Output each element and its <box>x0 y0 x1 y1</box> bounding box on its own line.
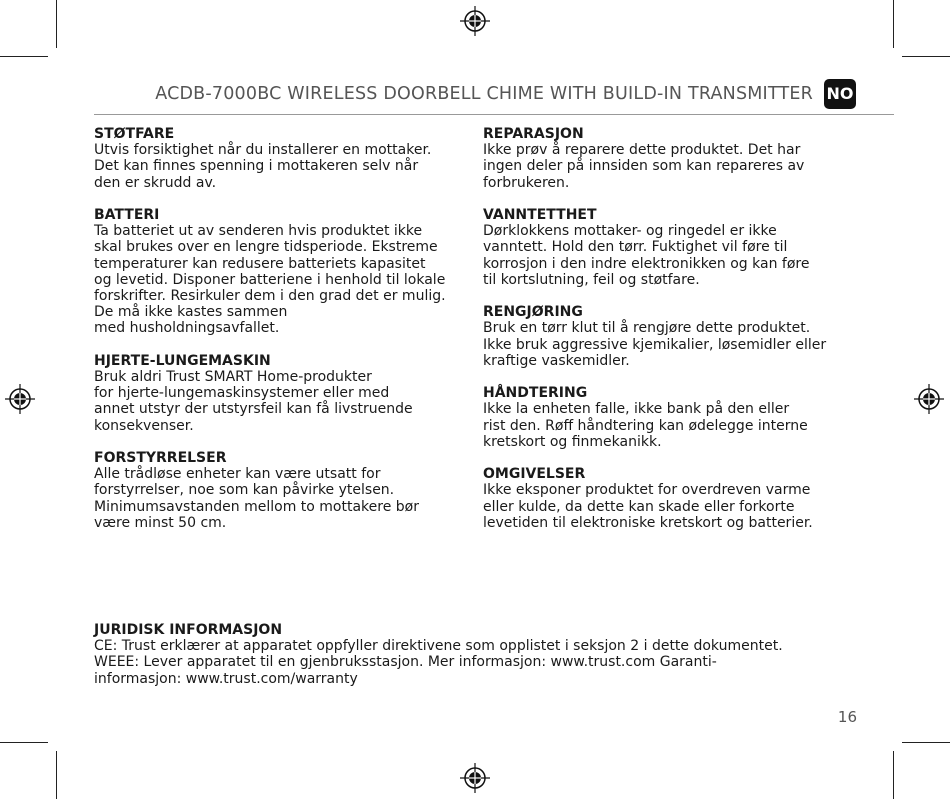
section-title: STØTFARE <box>94 126 175 142</box>
legal-title: JURIDISK INFORMASJON <box>94 622 283 638</box>
section-reparasjon <box>483 126 853 191</box>
page-number: 16 <box>837 708 857 726</box>
section-body: Ikke prøv å reparere dette produktet. Det har ingen deler på innsiden som kan repareres av forbrukeren. <box>483 142 805 191</box>
section-handtering <box>483 385 853 450</box>
section-rengjoring <box>483 304 853 369</box>
section-title: RENGJØRING <box>483 304 583 321</box>
legal-body: CE: Trust erklærer at apparatet oppfyller direktivene som opplistet i seksjon 2 i dette dokumentet. WEEE: Lever apparatet til en gjenbruksstasjon. Mer informasjon: www.trust.com Garanti- informasjon: www.trust.com/warranty <box>94 638 783 687</box>
section-title: HJERTE-LUNGEMASKIN <box>94 352 271 369</box>
section-title: FORSTYRRELSER <box>94 450 227 467</box>
section-body: Bruk aldri Trust SMART Home-produkter for hjerte-lungemaskinsystemer eller med annet utstyr der utstyrsfeil kan få livstruende konsekvenser. <box>94 369 413 434</box>
left-column <box>94 126 464 547</box>
crop-mark <box>902 742 950 743</box>
crop-mark <box>0 742 48 743</box>
section-title: BATTERI <box>94 207 160 223</box>
crop-mark <box>902 56 950 57</box>
right-column <box>483 126 853 547</box>
crop-mark <box>56 0 57 48</box>
section-forstyrrelser <box>94 450 464 531</box>
section-body: Utvis forsiktighet når du installerer en mottaker. Det kan finnes spenning i mottakeren selv når den er skrudd av. <box>94 142 432 191</box>
crop-mark <box>56 751 57 799</box>
registration-mark-icon <box>914 384 944 414</box>
section-body: Bruk en tørr klut til å rengjøre dette produktet. Ikke bruk aggressive kjemikalier, løsemidler eller kraftige vaskemidler. <box>483 320 827 369</box>
crop-mark <box>893 0 894 48</box>
crop-mark <box>893 751 894 799</box>
document-header-title: ACDB-7000BC WIRELESS DOORBELL CHIME WITH BUILD-IN TRANSMITTER <box>155 84 813 104</box>
section-title: VANNTETTHET <box>483 207 597 223</box>
section-title: REPARASJON <box>483 126 584 142</box>
section-body: Dørklokkens mottaker- og ringedel er ikke vanntett. Hold den tørr. Fuktighet vil føre til korrosjon i den indre elektronikken og kan føre til kortslutning, feil og støtfare. <box>483 223 810 288</box>
language-badge: NO <box>824 79 856 109</box>
section-body: Ta batteriet ut av senderen hvis produktet ikke skal brukes over en lengre tidsperiode. Ekstreme temperaturer kan redusere batteriets kapasitet og levetid. Disponer batteriene i henhold til lokale forskrifter. Resirkuler dem i den grad det er mulig. De må ikke kastes sammen med husholdningsavfallet. <box>94 223 446 337</box>
section-title: HÅNDTERING <box>483 385 588 402</box>
registration-mark-icon <box>5 384 35 414</box>
section-body: Ikke eksponer produktet for overdreven varme eller kulde, da dette kan skade eller forkorte levetiden til elektroniske kretskort og batterier. <box>483 482 813 531</box>
section-title: OMGIVELSER <box>483 466 586 483</box>
section-hjerte-lungemaskin <box>94 353 464 434</box>
registration-mark-icon <box>460 763 490 793</box>
section-stotfare <box>94 126 464 191</box>
section-batteri <box>94 207 464 337</box>
section-body: Alle trådløse enheter kan være utsatt for forstyrrelser, noe som kan påvirke ytelsen. Minimumsavstanden mellom to mottakere bør være minst 50 cm. <box>94 466 419 531</box>
section-omgivelser <box>483 466 853 531</box>
crop-mark <box>0 56 48 57</box>
header-divider <box>94 114 894 115</box>
section-vanntetthet <box>483 207 853 288</box>
section-body: Ikke la enheten falle, ikke bank på den eller rist den. Røff håndtering kan ødelegge interne kretskort og finmekanikk. <box>483 401 808 450</box>
registration-mark-icon <box>460 6 490 36</box>
legal-information <box>94 622 874 687</box>
